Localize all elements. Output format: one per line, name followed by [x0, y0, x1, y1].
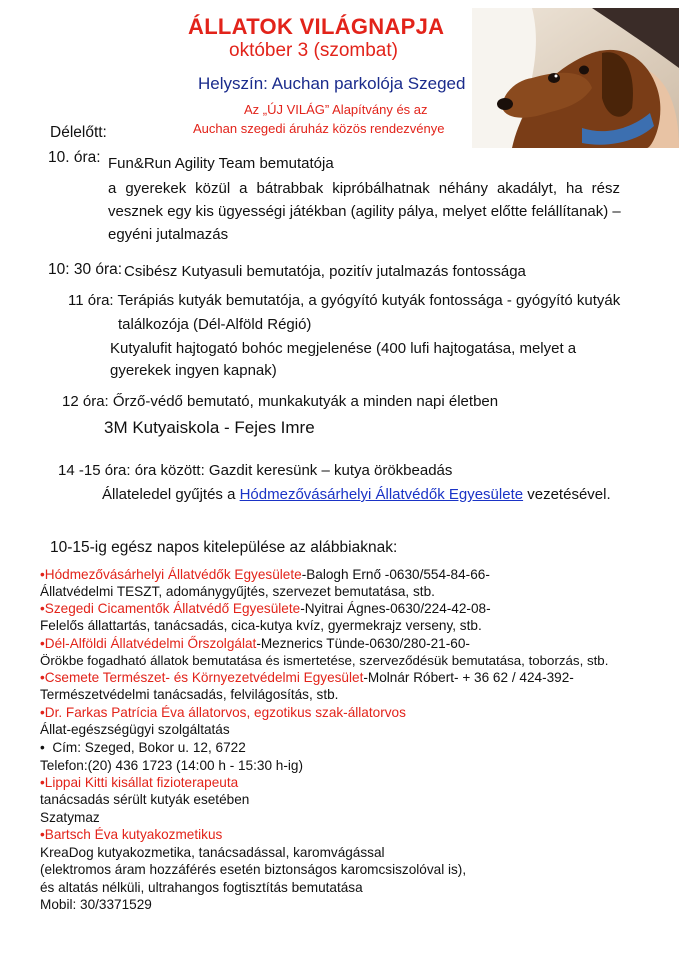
exhibitor-1-name: Hódmezővásárhelyi Állatvédők Egyesülete — [44, 567, 302, 582]
exhibitor-5-desc: Állat-egészségügyi szolgáltatás — [40, 722, 230, 737]
exhibitor-3-desc: Örökbe fogadható állatok bemutatása és ismertetése, szerveződésük bemutatása, toborzás, stb. — [40, 653, 609, 668]
organizer-line-1: Az „ÚJ VILÁG” Alapítvány és az — [244, 102, 428, 117]
exhibitors-intro: 10-15-ig egész napos kitelepülése az alábbiaknak: — [50, 539, 398, 556]
bullet-icon: • — [40, 670, 45, 685]
hodmezovasarhely-link[interactable]: Hódmezővásárhelyi Állatvédők Egyesülete — [239, 486, 524, 503]
exhibitor-7-name: Bartsch Éva kutyakozmetikus — [44, 827, 223, 842]
exhibitor-2 — [40, 600, 491, 617]
exhibitor-4-contact: -Molnár Róbert- + 36 62 / 424-392- — [363, 670, 574, 685]
exhibitor-5-phone: Telefon:(20) 436 1723 (14:00 h - 15:30 h-ig) — [40, 758, 303, 773]
morning-heading: Délelőtt: — [50, 124, 107, 141]
exhibitor-7-mobile: Mobil: 30/3371529 — [40, 897, 152, 912]
exhibitor-7 — [40, 826, 222, 843]
exhibitor-1 — [40, 566, 490, 583]
dog-illustration — [472, 8, 679, 148]
exhibitor-2-desc: Felelős állattartás, tanácsadás, cica-kutya kvíz, gyermekrajz verseny, stb. — [40, 618, 482, 633]
dachshund-photo — [472, 8, 679, 148]
bullet-icon: • — [40, 601, 45, 616]
exhibitor-3-contact: -Meznerics Tünde-0630/280-21-60- — [256, 636, 470, 651]
schedule-10-desc-3: egyéni jutalmazás — [108, 226, 229, 243]
exhibitor-3 — [40, 635, 470, 652]
schedule-12-school: 3M Kutyaiskola - Fejes Imre — [104, 418, 315, 437]
exhibitor-6-desc: tanácsadás sérült kutyák esetében — [40, 792, 250, 807]
collection-prefix: Állateledel gyűjtés a — [102, 486, 240, 503]
bullet-icon: • — [40, 740, 45, 755]
exhibitor-4-desc: Természetvédelmi tanácsadás, felvilágosítás, stb. — [40, 687, 339, 702]
exhibitor-6 — [40, 774, 238, 791]
bullet-icon: • — [40, 705, 45, 720]
exhibitor-3-name: Dél-Alföldi Állatvédelmi Őrszolgálat — [44, 636, 257, 651]
event-venue: Helyszín: Auchan parkolója Szeged — [198, 74, 466, 93]
exhibitor-5-name: Dr. Farkas Patrícia Éva állatorvos, egzotikus szak-állatorvos — [44, 705, 406, 720]
collection-suffix: vezetésével. — [523, 486, 611, 503]
exhibitor-2-contact: -Nyitrai Ágnes-0630/224-42-08- — [300, 601, 491, 616]
bullet-icon: • — [40, 636, 45, 651]
event-date: október 3 (szombat) — [229, 40, 398, 61]
bullet-icon: • — [40, 567, 45, 582]
exhibitor-6-name: Lippai Kitti kisállat fizioterapeuta — [44, 775, 239, 790]
exhibitor-2-name: Szegedi Cicamentők Állatvédő Egyesülete — [44, 601, 301, 616]
exhibitor-4 — [40, 669, 574, 686]
exhibitor-5-address — [40, 739, 246, 756]
schedule-10-time: 10. óra: — [48, 149, 101, 166]
exhibitor-1-contact: -Balogh Ernő -0630/554-84-66- — [301, 567, 490, 582]
event-title: ÁLLATOK VILÁGNAPJA — [188, 14, 445, 39]
schedule-11-line-2: találkozója (Dél-Alföld Régió) — [118, 316, 312, 333]
exhibitor-6-city: Szatymaz — [40, 810, 100, 825]
schedule-14-collection — [102, 486, 611, 503]
schedule-11-line-1: 11 óra: Terápiás kutyák bemutatója, a gyógyító kutyák fontossága - gyógyító kutyák — [68, 292, 621, 309]
schedule-11-line-4: gyerekek ingyen kapnak) — [110, 362, 277, 379]
schedule-10-desc-2: vesznek egy kis ügyességi játékban (agility pálya, melyet előtte felállítanak) – — [108, 203, 621, 220]
exhibitor-7-line-1: KreaDog kutyakozmetika, tanácsadással, karomvágással — [40, 845, 385, 860]
schedule-10-desc-1: a gyerekek közül a bátrabbak kipróbálhatnak néhány akadályt, ha rész — [108, 180, 620, 197]
exhibitor-1-desc: Állatvédelmi TESZT, adománygyűjtés, szervezet bemutatása, stb. — [40, 584, 435, 599]
schedule-14-line: 14 -15 óra: óra között: Gazdit keresünk – kutya örökbeadás — [58, 462, 453, 479]
exhibitor-4-name: Csemete Természet- és Környezetvédelmi Egyesület — [44, 670, 364, 685]
exhibitor-7-line-3: és altatás nélküli, ultrahangos fogtisztítás bemutatása — [40, 880, 363, 895]
exhibitor-5-address-text: Cím: Szeged, Bokor u. 12, 6722 — [52, 740, 246, 755]
exhibitor-5 — [40, 704, 406, 721]
schedule-1030-text: Csibész Kutyasuli bemutatója, pozitív jutalmazás fontossága — [124, 263, 526, 280]
bullet-icon: • — [40, 827, 45, 842]
schedule-11-line-3: Kutyalufit hajtogató bohóc megjelenése (400 lufi hajtogatása, melyet a — [110, 340, 577, 357]
exhibitor-7-line-2: (elektromos áram hozzáférés esetén biztonságos karomcsiszolóval is), — [40, 862, 467, 877]
schedule-1030-time: 10: 30 óra: — [48, 261, 123, 278]
bullet-icon: • — [40, 775, 45, 790]
organizer-line-2: Auchan szegedi áruház közös rendezvénye — [193, 121, 445, 136]
schedule-10-title: Fun&Run Agility Team bemutatója — [108, 155, 334, 172]
schedule-12-line: 12 óra: Őrző-védő bemutató, munkakutyák a minden napi életben — [62, 393, 499, 410]
